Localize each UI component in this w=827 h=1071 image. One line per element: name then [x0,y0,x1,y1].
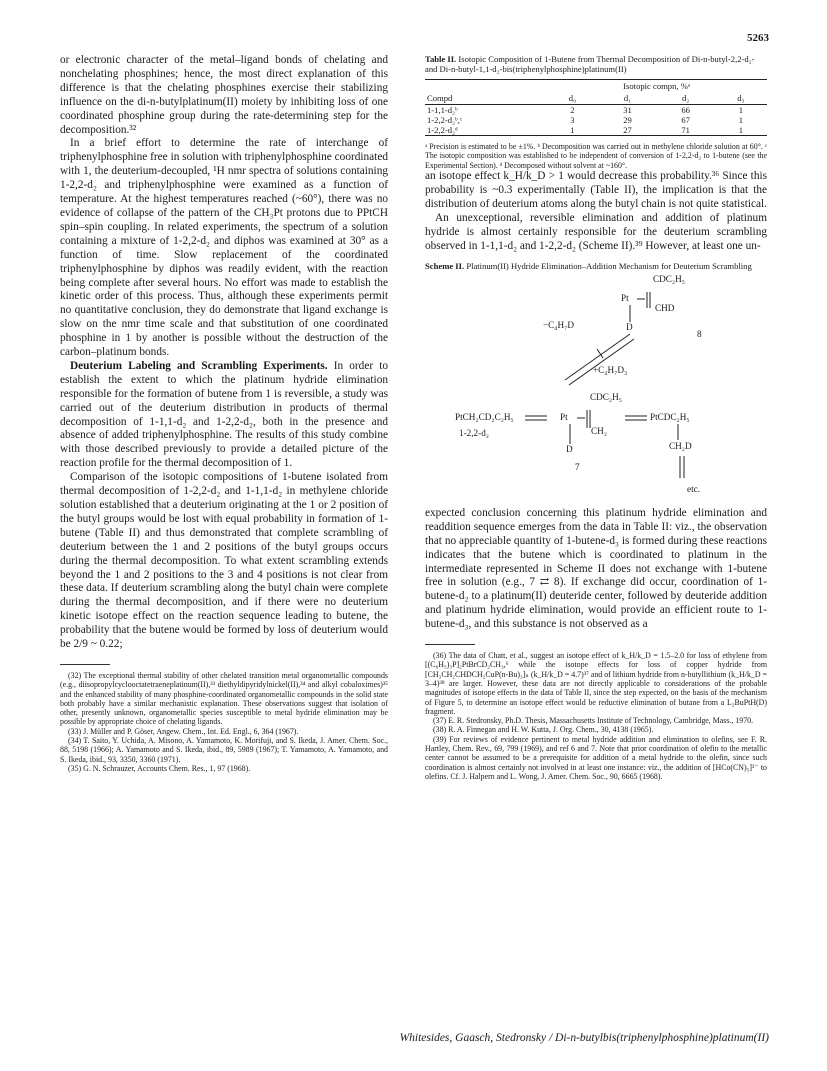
table-cell: 1 [738,124,744,135]
right-column [425,54,767,781]
footnote: (32) The exceptional thermal stability of other chelated transition metal organometallic compounds (e.g., diisopropylcyclooctatetraeneplatinum(II),³³ diethyldipyridylnickel(II),³⁴ and alkyl cobaloximes)³⁵ and the enhanced stability of many phosphine-coordinated organometallic compounds in the solid state both probably have a similar mechanistic explanation. These observations suggest that isolation of other, presently unknown, organometallic species susceptible to metal hydride elimination may be possible by appropriate choice of chelating ligands. [60,670,388,727]
left-column [60,54,388,773]
section-text: In order to establish the extent to which the platinum hydride elimination responsible for the formation of butene from 1 is reversible, a study was carried out of the deuterium distribution in products of thermal decomposition of 1-1,1-d₂ and 1-2,2-d₂, both in the presence and absence of added triphenylphosphine. The results of this study combine with those described previously to provide a detailed picture of the reaction profile for the thermal decomposition of 1. [60,359,389,470]
table-cell: 3 [570,114,575,125]
paragraph: In a brief effort to determine the rate of interchange of triphenylphosphine free in solution with triphenylphosphine coordinated with 1, the deuterium-decoupled, ¹H nmr spectra of solutions containing 1-2,2-d₂ and triphenylphosphine were examined as a function of temperature. At the highest temperatures reached (~60°), there was no evidence of collapse of the pattern of the CH₃Pt protons due to PPtCH spin–spin coupling. In related experiments, the spectrum of a solution containing a mixture of 1-2,2-d₂ and diphos was examined at 30° as a function of time. Slow replacement of the coordinated triphenylphosphine by diphos was readily evident, with the reaction being complete after several hours. No effort was made to establish the kinetic order of this process. Thus, although these experiments permit no quantitative conclusion, they do demonstrate that ligand exchange is slow on the nmr time scale and that substitution of one coordinated phosphine in 1 by another is possible without the destruction of the carbon–platinum bonds. [60,137,388,359]
footnote: (38) R. A. Finnegan and H. W. Kutta, J. Org. Chem., 30, 4138 (1965). [433,725,654,735]
scheme-label: PtCDC₂H₅ [650,411,690,422]
table-cell: 71 [681,124,690,135]
running-footer: Whitesides, Gaasch, Stedronsky / Di-n-butylbis(triphenylphosphine)platinum(II) [399,1032,769,1044]
scheme-label: Pt [560,411,568,422]
scheme-label: Pt [621,292,629,303]
table-cell: 31 [623,104,632,115]
table-caption-text: Isotopic Composition of 1-Butene from Thermal Decomposition of Di-n-butyl-2,2-d₂- and Di-n-butyl-1,1-d₂-bis(triphenylphosphine)platinum(II) [425,54,755,75]
footnote-divider [425,644,475,645]
table-label: Table II. [425,54,457,64]
table-row [425,104,767,115]
table-cell: 1 [738,114,744,125]
scheme-caption [425,261,767,271]
table-header: d₀ [568,92,577,103]
scheme-label: CH₂ [591,425,607,436]
scheme-label: CH₂D [669,440,692,451]
table-header: d₃ [737,92,745,103]
equilibrium-arrow [569,339,634,385]
table-cell: 66 [681,104,690,115]
scheme-label: D [566,443,573,454]
table-header: d₂ [682,92,690,103]
table-cell: 1-2,2-d₂ᵇ,ᶜ [427,114,463,125]
scheme-label: CDC₂H₅ [653,273,685,284]
scheme-compound-number: 7 [575,461,580,472]
paragraph: an isotope effect k_H/k_D > 1 would decrease this probability.³⁶ Since this probability is ~0.3 experimentally (Table II), the implication is that the distribution of deuterium atoms along the butyl chain is not quite statistical. [425,170,767,210]
isotope-table [425,79,767,136]
paragraph: expected conclusion concerning this platinum hydride elimination and readdition sequence emerges from the data in Table II: viz., the observation that no appreciable quantity of 1-butene-d₃ is formed during these reactions indicates that the butene which is coordinated to platinum in the intermediate represented in Scheme II does not exchange with 1-butene free in solution (e.g., 7 ⇄ 8). If exchange did occur, coordination of 1-butene-d₂ to a platinum(II) deuteride center, followed by deuteride addition and platinum hydride elimination, would provide an efficient route to 1-butene-d₃, and this substance is not observed as a [425,506,767,631]
footnote-divider [60,664,110,665]
table-cell: 1-2,2-d₂ᵈ [427,124,458,135]
table-header: d₁ [623,92,632,103]
paragraph: or electronic character of the metal–ligand bonds of chelating and nonchelating phosphines; hence, the most direct explanation of this difference is that the chelating phosphines exercise their stabilizing influence on the di-n-butylplatinum(II) moiety by inhibiting loss of one coordinated phosphine group during the rate-determining step for the decomposition.³² [60,54,388,136]
scheme-label: −C₄H₇D [543,319,574,330]
section-paragraph [60,360,388,471]
table-cell: 29 [623,114,632,125]
table-cell: 2 [570,104,575,115]
footnote: (39) For reviews of evidence pertinent to metal hydride addition and elimination to olefins, see F. R. Hartley, Chem. Rev., 69, 799 (1969), and ref 6 and 7. Note that prior coordination of olefin to the metallic center cannot be assumed to be a prerequisite for addition of a metal hydride to the olefin, since such coordination is almost certainly not involved in at least one instance: viz., the addition of [HCo(CN)₅]³⁻ to olefins. Cf. J. Halpern and L. Wong, J. Amer. Chem. Soc., 90, 6665 (1968). [425,734,767,781]
table-cell: 27 [623,124,632,135]
scheme-bonds [425,272,767,507]
footnote: (37) E. R. Stedronsky, Ph.D. Thesis, Massachusetts Institute of Technology, Cambridge, Mass., 1970. [433,716,754,726]
scheme-label: 1-2,2-d₂ [459,427,489,438]
footnote: (34) T. Saito, Y. Uchida, A. Misono, A. Yamamoto, K. Morifuji, and S. Ikeda, J. Amer. Chem. Soc., 88, 5198 (1966); A. Yamamoto and S. Ikeda, ibid., 89, 5989 (1967); T. Yamamoto, A. Yamamoto, and S. Ikeda, ibid., 93, 3350, 3360 (1971). [60,736,388,764]
table-header: Compd [427,92,453,103]
footnote: (36) The data of Chatt, et al., suggest an isotope effect of k_H/k_D = 1.5–2.0 for loss of ethylene from [(C₆H₅)₃P]₂PtBrCD₂CH₃,⁶ while the isotope effects for loss of copper hydride from [CH₃CH₂CHDCH₂CuP(n-Bu)₃]ₙ (k_H/k_D = 4.7)³⁷ and of lithium hydride from n-butyllithium (k_H/k_D = 3–4)³⁸ are larger. However, these data are not directly applicable to considerations of the probable magnitudes of isotope effects in the data of Table II, since the step expected, on the basis of the mechanism of Figure 5, to determine an isotope effect would be reductive elimination of butane from a L₂BuPtH(D) fragment. [425,651,767,716]
scheme-diagram [425,272,767,507]
table-cell: 1 [738,104,744,115]
paragraph: Comparison of the isotopic compositions of 1-butene isolated from thermal decomposition of 1-2,2-d₂ and 1-1,1-d₂ in methylene chloride solution established that a deuterium originating at the 1 or 2 position of the butyl groups would be lost with equal probability in formation of 1-butene (Table II) and thus demonstrated that complete scrambling of deuterium between the 1 and 2 positions of the butyl groups occurs during the thermal decomposition. To what extent scrambling extends beyond the 1 and 2 positions to the 3 and 4 positions is not clear from these data. If deuterium scrambling along the butyl chain were complete during the thermal decomposition, and if there were no deuterium kinetic isotope effect on the reaction sequence leading to butene, the probability that the butene would be formed by loss of deuterium would be 2/9 ~ 0.22; [60,471,388,651]
scheme-label: etc. [687,483,701,494]
scheme-label: CHD [655,302,675,313]
page-number: 5263 [747,32,769,44]
table-cell: 67 [681,114,690,125]
table-notes: ᵃ Precision is estimated to be ±1%. ᵇ Decomposition was carried out in methylene chloride solution at 60°. ᶜ The isotopic composition was established to be independent of conversion of 1-2,2-d₂ to 1-butene (see the Experimental Section). ᵈ Decomposed without solvent at ~160°. [425,141,767,170]
scheme-compound-number: 8 [697,328,702,339]
table-row [425,125,767,136]
footnote: (33) J. Müller and P. Göser, Angew. Chem., Int. Ed. Engl., 6, 364 (1967). [68,726,299,736]
table-group-header: Isotopic compn, %ᵃ [623,80,691,91]
table-cell: 1-1,1-d₂ᵇ [427,104,458,115]
scheme-caption-text: Platinum(II) Hydride Elimination–Addition Mechanism for Deuterium Scrambling [466,261,752,272]
scheme-label: +C₄H₇D₃ [593,364,628,375]
scheme-label: PtCH₂CD₂C₂H₅ [455,411,514,422]
section-heading: Deuterium Labeling and Scrambling Experiments. [70,359,328,372]
paragraph: An unexceptional, reversible elimination and addition of platinum hydride is almost certainly responsible for the deuterium scrambling observed in 1-1,1-d₂ and 1-2,2-d₂ (Scheme II).³⁹ However, at least one un- [425,211,767,252]
table-cell: 1 [570,124,575,135]
footnote: (35) G. N. Schrauzer, Accounts Chem. Res., 1, 97 (1968). [68,763,251,773]
table-row [425,115,767,125]
scheme-label: D [626,321,633,332]
scheme-label: CDC₂H₅ [590,391,622,402]
scheme-label: Scheme II. [425,261,465,272]
table-caption [425,54,767,75]
